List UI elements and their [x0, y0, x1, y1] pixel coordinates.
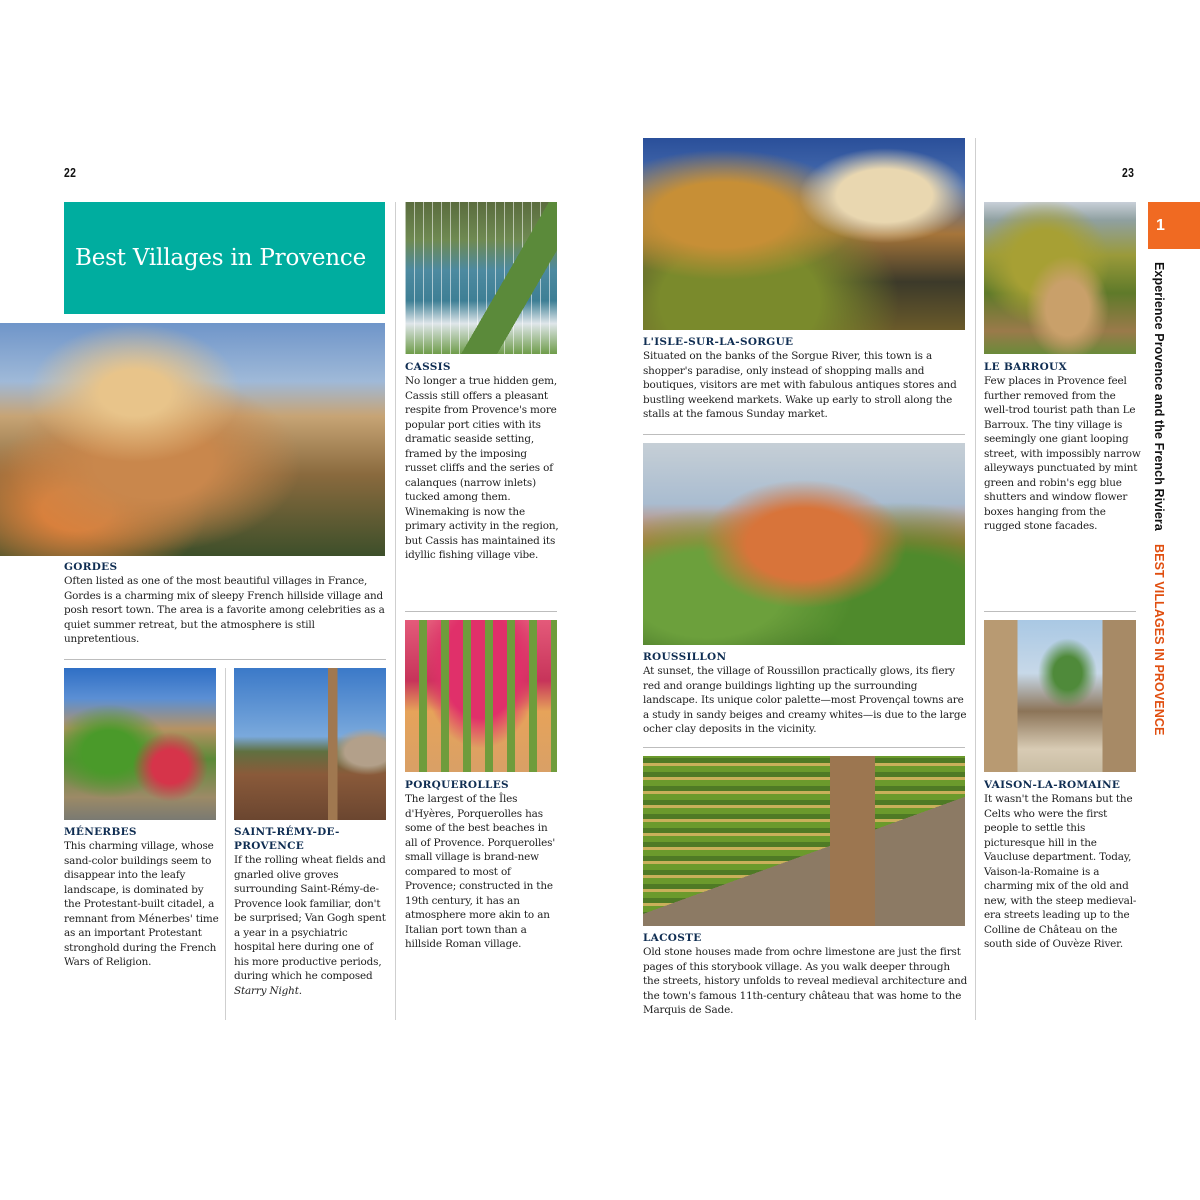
entry-gordes	[64, 560, 386, 647]
page-title-banner	[64, 202, 385, 314]
isle-sur-la-sorgue-photo	[643, 138, 965, 330]
le-barroux-photo	[984, 202, 1136, 354]
page-number-left: 22	[64, 165, 77, 180]
divider	[643, 434, 965, 435]
entry-heading: ROUSSILLON	[643, 651, 727, 663]
entry-heading: LE BARROUX	[984, 361, 1067, 373]
divider	[984, 611, 1136, 612]
divider	[64, 659, 386, 660]
entry-heading: SAINT-RÉMY-DE-PROVENCE	[234, 826, 340, 852]
chapter-number: 1	[1156, 216, 1165, 234]
cassis-photo	[405, 202, 557, 354]
page-number-right: 23	[1122, 165, 1135, 180]
menerbes-photo	[64, 668, 216, 820]
lacoste-photo	[643, 756, 965, 926]
entry-heading: L'ISLE-SUR-LA-SORGUE	[643, 336, 794, 348]
divider	[643, 747, 965, 748]
entry-roussillon	[643, 650, 968, 737]
entry-heading: GORDES	[64, 561, 118, 573]
column-divider	[975, 138, 976, 1020]
entry-heading: CASSIS	[405, 361, 451, 373]
entry-heading: PORQUEROLLES	[405, 779, 509, 791]
section-title: BEST VILLAGES IN PROVENCE	[1152, 544, 1166, 736]
entry-body: No longer a true hidden gem, Cassis still offers a pleasant respite from Provence's more popular port cities with its dramatic seaside setting, framed by the imposing russet cliffs and the series of calanques (narrow inlets) tucked among them. Winemaking is now the primary activity in the region, but Cassis has maintained its idyllic fishing village vibe.	[405, 375, 559, 561]
entry-isle-sur-la-sorgue	[643, 335, 968, 422]
entry-porquerolles	[405, 778, 561, 952]
chapter-title: Experience Provence and the French Riviera	[1152, 262, 1166, 531]
gordes-photo	[0, 323, 385, 556]
entry-body: This charming village, whose sand-color buildings seem to disappear into the leafy landscape, is dominated by the Protestant-built citadel, a remnant from Ménerbes' time as an important Protestant stronghold during the French Wars of Religion.	[64, 840, 219, 968]
entry-vaison-la-romaine	[984, 778, 1142, 952]
roussillon-photo	[643, 443, 965, 645]
entry-body: Often listed as one of the most beautiful villages in France, Gordes is a charming mix of sleepy French hillside village and posh resort town. The area is a favorite among celebrities as a quiet summer retreat, but the atmosphere is still unpretentious.	[64, 575, 385, 645]
entry-body: The largest of the Îles d'Hyères, Porquerolles has some of the best beaches in all of Provence. Porquerolles' small village is brand-new compared to most of Provence; constructed in the 19th century, it has an atmosphere more akin to an Italian port town than a hillside Roman village.	[405, 793, 556, 950]
page-title: Best Villages in Provence	[75, 245, 367, 271]
saint-remy-photo	[234, 668, 386, 820]
column-divider	[225, 668, 226, 1020]
entry-body: Old stone houses made from ochre limestone are just the first pages of this storybook village. As you walk deeper through the streets, history unfolds to reveal medieval architecture and the town's famous 11th-century château that was home to the Marquis de Sade.	[643, 946, 968, 1016]
entry-body: If the rolling wheat fields and gnarled olive groves surrounding Saint-Rémy-de-Provence look familiar, don't be surprised; Van Gogh spent a year in a psychiatric hospital here during one of his more productive periods, during which he composed Starry Night.	[234, 854, 386, 997]
entry-body: Situated on the banks of the Sorgue River, this town is a shopper's paradise, only instead of shopping malls and boutiques, visitors are met with fabulous antiques stores and bustling weekend markets. Wake up early to stroll along the stalls at the famous Sunday market.	[643, 350, 957, 420]
divider	[405, 611, 557, 612]
column-divider	[395, 202, 396, 1020]
entry-body: Few places in Provence feel further removed from the well-trod tourist path than Le Barroux. The tiny village is seemingly one giant looping street, with impossibly narrow alleyways punctuated by mint green and robin's egg blue shutters and window flower boxes hanging from the rugged stone facades.	[984, 375, 1141, 532]
entry-body: At sunset, the village of Roussillon practically glows, its fiery red and orange buildings lighting up the surrounding landscape. Its unique color palette—most Provençal towns are a study in sandy beiges and creamy whites—is due to the large ocher clay deposits in the vicinity.	[643, 665, 967, 735]
vaison-la-romaine-photo	[984, 620, 1136, 772]
chapter-tab	[1148, 202, 1200, 249]
entry-menerbes	[64, 825, 220, 970]
entry-body: It wasn't the Romans but the Celts who were the first people to settle this picturesque hill in the Vaucluse department. Today, Vaison-la-Romaine is a charming mix of the old and new, with the steep medieval-era streets leading up to the Colline de Château on the south side of Ouvèze River.	[984, 793, 1137, 950]
entry-heading: VAISON-LA-ROMAINE	[984, 779, 1121, 791]
running-header	[1152, 262, 1166, 736]
entry-saint-remy	[234, 825, 390, 998]
porquerolles-photo	[405, 620, 557, 772]
entry-le-barroux	[984, 360, 1142, 534]
entry-lacoste	[643, 931, 968, 1018]
entry-heading: MÉNERBES	[64, 826, 137, 838]
entry-heading: LACOSTE	[643, 932, 702, 944]
entry-cassis	[405, 360, 561, 563]
